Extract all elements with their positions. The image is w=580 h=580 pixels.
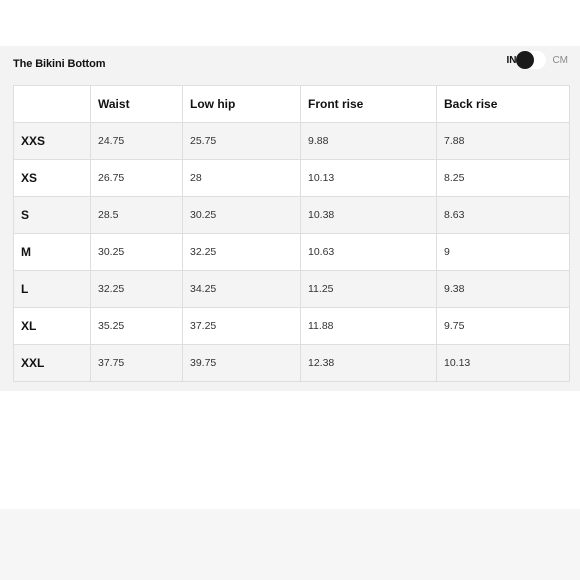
header-front-rise: Front rise: [301, 86, 437, 123]
size-label: XXS: [14, 123, 91, 160]
waist-value: 26.75: [91, 160, 183, 197]
low-hip-value: 28: [183, 160, 301, 197]
unit-toggle[interactable]: [506, 50, 568, 70]
panel-title: The Bikini Bottom: [13, 58, 106, 70]
waist-value: 37.75: [91, 345, 183, 382]
table-row: [14, 123, 570, 160]
table-row: [14, 197, 570, 234]
back-rise-value: 10.13: [437, 345, 570, 382]
back-rise-value: 9: [437, 234, 570, 271]
waist-value: 24.75: [91, 123, 183, 160]
header-size: [14, 86, 91, 123]
header-low-hip: Low hip: [183, 86, 301, 123]
unit-label-in[interactable]: IN: [506, 54, 517, 66]
size-table: [13, 85, 570, 382]
table-row: [14, 345, 570, 382]
front-rise-value: 11.25: [301, 271, 437, 308]
back-rise-value: 9.38: [437, 271, 570, 308]
low-hip-value: 30.25: [183, 197, 301, 234]
front-rise-value: 10.63: [301, 234, 437, 271]
low-hip-value: 37.25: [183, 308, 301, 345]
waist-value: 30.25: [91, 234, 183, 271]
header-waist: Waist: [91, 86, 183, 123]
size-label: S: [14, 197, 91, 234]
low-hip-value: 39.75: [183, 345, 301, 382]
footer-band: [0, 509, 580, 580]
unit-label-cm[interactable]: CM: [552, 54, 568, 66]
front-rise-value: 11.88: [301, 308, 437, 345]
back-rise-value: 9.75: [437, 308, 570, 345]
size-label: XL: [14, 308, 91, 345]
back-rise-value: 7.88: [437, 123, 570, 160]
front-rise-value: 12.38: [301, 345, 437, 382]
front-rise-value: 9.88: [301, 123, 437, 160]
table-row: [14, 271, 570, 308]
size-label: M: [14, 234, 91, 271]
back-rise-value: 8.25: [437, 160, 570, 197]
unit-switch[interactable]: [516, 51, 546, 69]
size-label: XS: [14, 160, 91, 197]
table-header-row: [14, 86, 570, 123]
waist-value: 35.25: [91, 308, 183, 345]
table-row: [14, 308, 570, 345]
waist-value: 28.5: [91, 197, 183, 234]
size-label: L: [14, 271, 91, 308]
table-row: [14, 234, 570, 271]
low-hip-value: 25.75: [183, 123, 301, 160]
front-rise-value: 10.13: [301, 160, 437, 197]
header-back-rise: Back rise: [437, 86, 570, 123]
back-rise-value: 8.63: [437, 197, 570, 234]
size-label: XXL: [14, 345, 91, 382]
size-chart-panel: [0, 46, 580, 391]
low-hip-value: 34.25: [183, 271, 301, 308]
waist-value: 32.25: [91, 271, 183, 308]
table-row: [14, 160, 570, 197]
front-rise-value: 10.38: [301, 197, 437, 234]
switch-knob[interactable]: [516, 51, 534, 69]
low-hip-value: 32.25: [183, 234, 301, 271]
